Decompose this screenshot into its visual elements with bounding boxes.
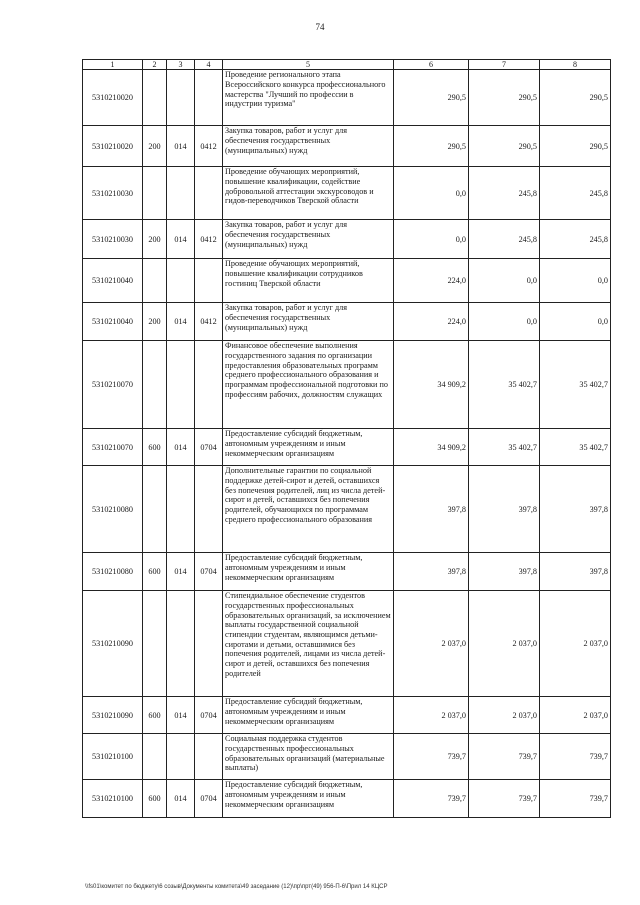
amount-cell: 0,0 [540, 259, 611, 303]
amount-cell: 397,8 [469, 466, 540, 553]
amount-cell: 35 402,7 [469, 429, 540, 466]
section-cell: 0704 [195, 697, 223, 734]
table-row [83, 697, 611, 734]
name-cell: Дополнительные гарантии по социальной поддержке детей-сирот и детей, оставшихся без попечения родителей, лиц из числа детей-сирот и детей, оставшихся без попечения родителей, обучающихся по программам среднего профессионального образования [223, 466, 394, 553]
code-cell: 5310210030 [83, 220, 143, 259]
header-cell: 4 [195, 60, 223, 70]
table-row [83, 429, 611, 466]
vr-cell [143, 466, 167, 553]
code-cell: 5310210080 [83, 466, 143, 553]
code-cell: 5310210020 [83, 70, 143, 126]
admin-cell: 014 [167, 780, 195, 818]
amount-cell: 2 037,0 [394, 591, 469, 697]
amount-cell: 245,8 [540, 220, 611, 259]
code-cell: 5310210030 [83, 167, 143, 220]
table-row [83, 780, 611, 818]
page-number: 74 [315, 22, 325, 32]
name-cell: Предоставление субсидий бюджетным, автономным учреждениям и иным некоммерческим организациям [223, 553, 394, 591]
table-row [83, 466, 611, 553]
table-row [83, 70, 611, 126]
amount-cell: 290,5 [394, 126, 469, 167]
section-cell: 0704 [195, 780, 223, 818]
vr-cell: 600 [143, 429, 167, 466]
amount-cell: 245,8 [469, 167, 540, 220]
section-cell: 0412 [195, 220, 223, 259]
section-cell [195, 734, 223, 780]
name-cell: Социальная поддержка студентов государственных профессиональных образовательных организаций (материальные выплаты) [223, 734, 394, 780]
admin-cell [167, 734, 195, 780]
header-cell: 2 [143, 60, 167, 70]
amount-cell: 35 402,7 [469, 341, 540, 429]
amount-cell: 397,8 [469, 553, 540, 591]
amount-cell: 2 037,0 [540, 697, 611, 734]
amount-cell: 0,0 [540, 303, 611, 341]
code-cell: 5310210040 [83, 259, 143, 303]
amount-cell: 245,8 [540, 167, 611, 220]
admin-cell [167, 167, 195, 220]
amount-cell: 397,8 [394, 466, 469, 553]
admin-cell: 014 [167, 220, 195, 259]
amount-cell: 35 402,7 [540, 341, 611, 429]
code-cell: 5310210090 [83, 591, 143, 697]
amount-cell: 245,8 [469, 220, 540, 259]
name-cell: Проведение обучающих мероприятий, повышение квалификации, содействие добровольной аттестации экскурсоводов и гидов-переводчиков Тверской области [223, 167, 394, 220]
header-cell: 5 [223, 60, 394, 70]
table-row [83, 734, 611, 780]
amount-cell: 739,7 [469, 734, 540, 780]
amount-cell: 2 037,0 [394, 697, 469, 734]
name-cell: Закупка товаров, работ и услуг для обеспечения государственных (муниципальных) нужд [223, 126, 394, 167]
admin-cell [167, 341, 195, 429]
admin-cell: 014 [167, 697, 195, 734]
amount-cell: 0,0 [394, 167, 469, 220]
code-cell: 5310210100 [83, 780, 143, 818]
admin-cell: 014 [167, 429, 195, 466]
vr-cell: 600 [143, 553, 167, 591]
code-cell: 5310210020 [83, 126, 143, 167]
section-cell: 0704 [195, 553, 223, 591]
header-cell: 3 [167, 60, 195, 70]
table-row [83, 259, 611, 303]
amount-cell: 739,7 [540, 734, 611, 780]
amount-cell: 739,7 [394, 734, 469, 780]
budget-table [82, 59, 611, 818]
section-cell [195, 70, 223, 126]
amount-cell: 739,7 [469, 780, 540, 818]
name-cell: Проведение регионального этапа Всероссийского конкурса профессионального мастерства "Лучший по профессии в индустрии туризма" [223, 70, 394, 126]
header-cell: 1 [83, 60, 143, 70]
header-cell: 7 [469, 60, 540, 70]
admin-cell: 014 [167, 303, 195, 341]
table-row [83, 167, 611, 220]
vr-cell: 200 [143, 220, 167, 259]
amount-cell: 739,7 [394, 780, 469, 818]
table-row [83, 220, 611, 259]
header-row [83, 60, 611, 70]
vr-cell [143, 734, 167, 780]
amount-cell: 739,7 [540, 780, 611, 818]
section-cell: 0412 [195, 126, 223, 167]
amount-cell: 290,5 [469, 126, 540, 167]
section-cell [195, 259, 223, 303]
amount-cell: 290,5 [540, 70, 611, 126]
amount-cell: 2 037,0 [540, 591, 611, 697]
section-cell [195, 341, 223, 429]
amount-cell: 224,0 [394, 303, 469, 341]
amount-cell: 290,5 [469, 70, 540, 126]
table-row [83, 591, 611, 697]
admin-cell [167, 466, 195, 553]
header-cell: 6 [394, 60, 469, 70]
section-cell [195, 167, 223, 220]
section-cell [195, 466, 223, 553]
amount-cell: 2 037,0 [469, 697, 540, 734]
vr-cell [143, 167, 167, 220]
name-cell: Закупка товаров, работ и услуг для обеспечения государственных (муниципальных) нужд [223, 303, 394, 341]
vr-cell [143, 259, 167, 303]
amount-cell: 290,5 [394, 70, 469, 126]
amount-cell: 290,5 [540, 126, 611, 167]
vr-cell [143, 591, 167, 697]
section-cell [195, 591, 223, 697]
section-cell: 0704 [195, 429, 223, 466]
code-cell: 5310210080 [83, 553, 143, 591]
amount-cell: 397,8 [394, 553, 469, 591]
amount-cell: 35 402,7 [540, 429, 611, 466]
name-cell: Предоставление субсидий бюджетным, автономным учреждениям и иным некоммерческим организациям [223, 780, 394, 818]
name-cell: Проведение обучающих мероприятий, повышение квалификации сотрудников гостиниц Тверской области [223, 259, 394, 303]
vr-cell [143, 341, 167, 429]
amount-cell: 224,0 [394, 259, 469, 303]
name-cell: Предоставление субсидий бюджетным, автономным учреждениям и иным некоммерческим организациям [223, 697, 394, 734]
vr-cell: 600 [143, 780, 167, 818]
table-row [83, 553, 611, 591]
name-cell: Предоставление субсидий бюджетным, автономным учреждениям и иным некоммерческим организациям [223, 429, 394, 466]
amount-cell: 397,8 [540, 466, 611, 553]
amount-cell: 0,0 [469, 259, 540, 303]
code-cell: 5310210100 [83, 734, 143, 780]
admin-cell [167, 259, 195, 303]
vr-cell [143, 70, 167, 126]
section-cell: 0412 [195, 303, 223, 341]
footer-file-path: \\fs01\комитет по бюджету\6 созыв\Документы комитета\49 заседание (12)\пр\прт(49) 956-П-6\Прил 14 КЦСР [85, 884, 388, 890]
table-row [83, 303, 611, 341]
table-row [83, 126, 611, 167]
code-cell: 5310210070 [83, 429, 143, 466]
amount-cell: 0,0 [394, 220, 469, 259]
amount-cell: 34 909,2 [394, 429, 469, 466]
amount-cell: 0,0 [469, 303, 540, 341]
vr-cell: 600 [143, 697, 167, 734]
amount-cell: 397,8 [540, 553, 611, 591]
code-cell: 5310210040 [83, 303, 143, 341]
code-cell: 5310210070 [83, 341, 143, 429]
vr-cell: 200 [143, 303, 167, 341]
admin-cell [167, 70, 195, 126]
admin-cell: 014 [167, 126, 195, 167]
code-cell: 5310210090 [83, 697, 143, 734]
admin-cell: 014 [167, 553, 195, 591]
vr-cell: 200 [143, 126, 167, 167]
amount-cell: 34 909,2 [394, 341, 469, 429]
name-cell: Закупка товаров, работ и услуг для обеспечения государственных (муниципальных) нужд [223, 220, 394, 259]
admin-cell [167, 591, 195, 697]
header-cell: 8 [540, 60, 611, 70]
table-row [83, 341, 611, 429]
name-cell: Финансовое обеспечение выполнения государственного задания по организации предоставления образовательных программ среднего профессионального образования и программам профессиональной подготовки по профессиям рабочих, должностям служащих [223, 341, 394, 429]
amount-cell: 2 037,0 [469, 591, 540, 697]
name-cell: Стипендиальное обеспечение студентов государственных профессиональных образовательных организаций, за исключением выплаты государственной социальной стипендии студентам, являющимся детьми-сиротами и детьми, оставшимися без попечения родителей, лицами из числа детей-сирот и детей, оставшихся без попечения родителей [223, 591, 394, 697]
